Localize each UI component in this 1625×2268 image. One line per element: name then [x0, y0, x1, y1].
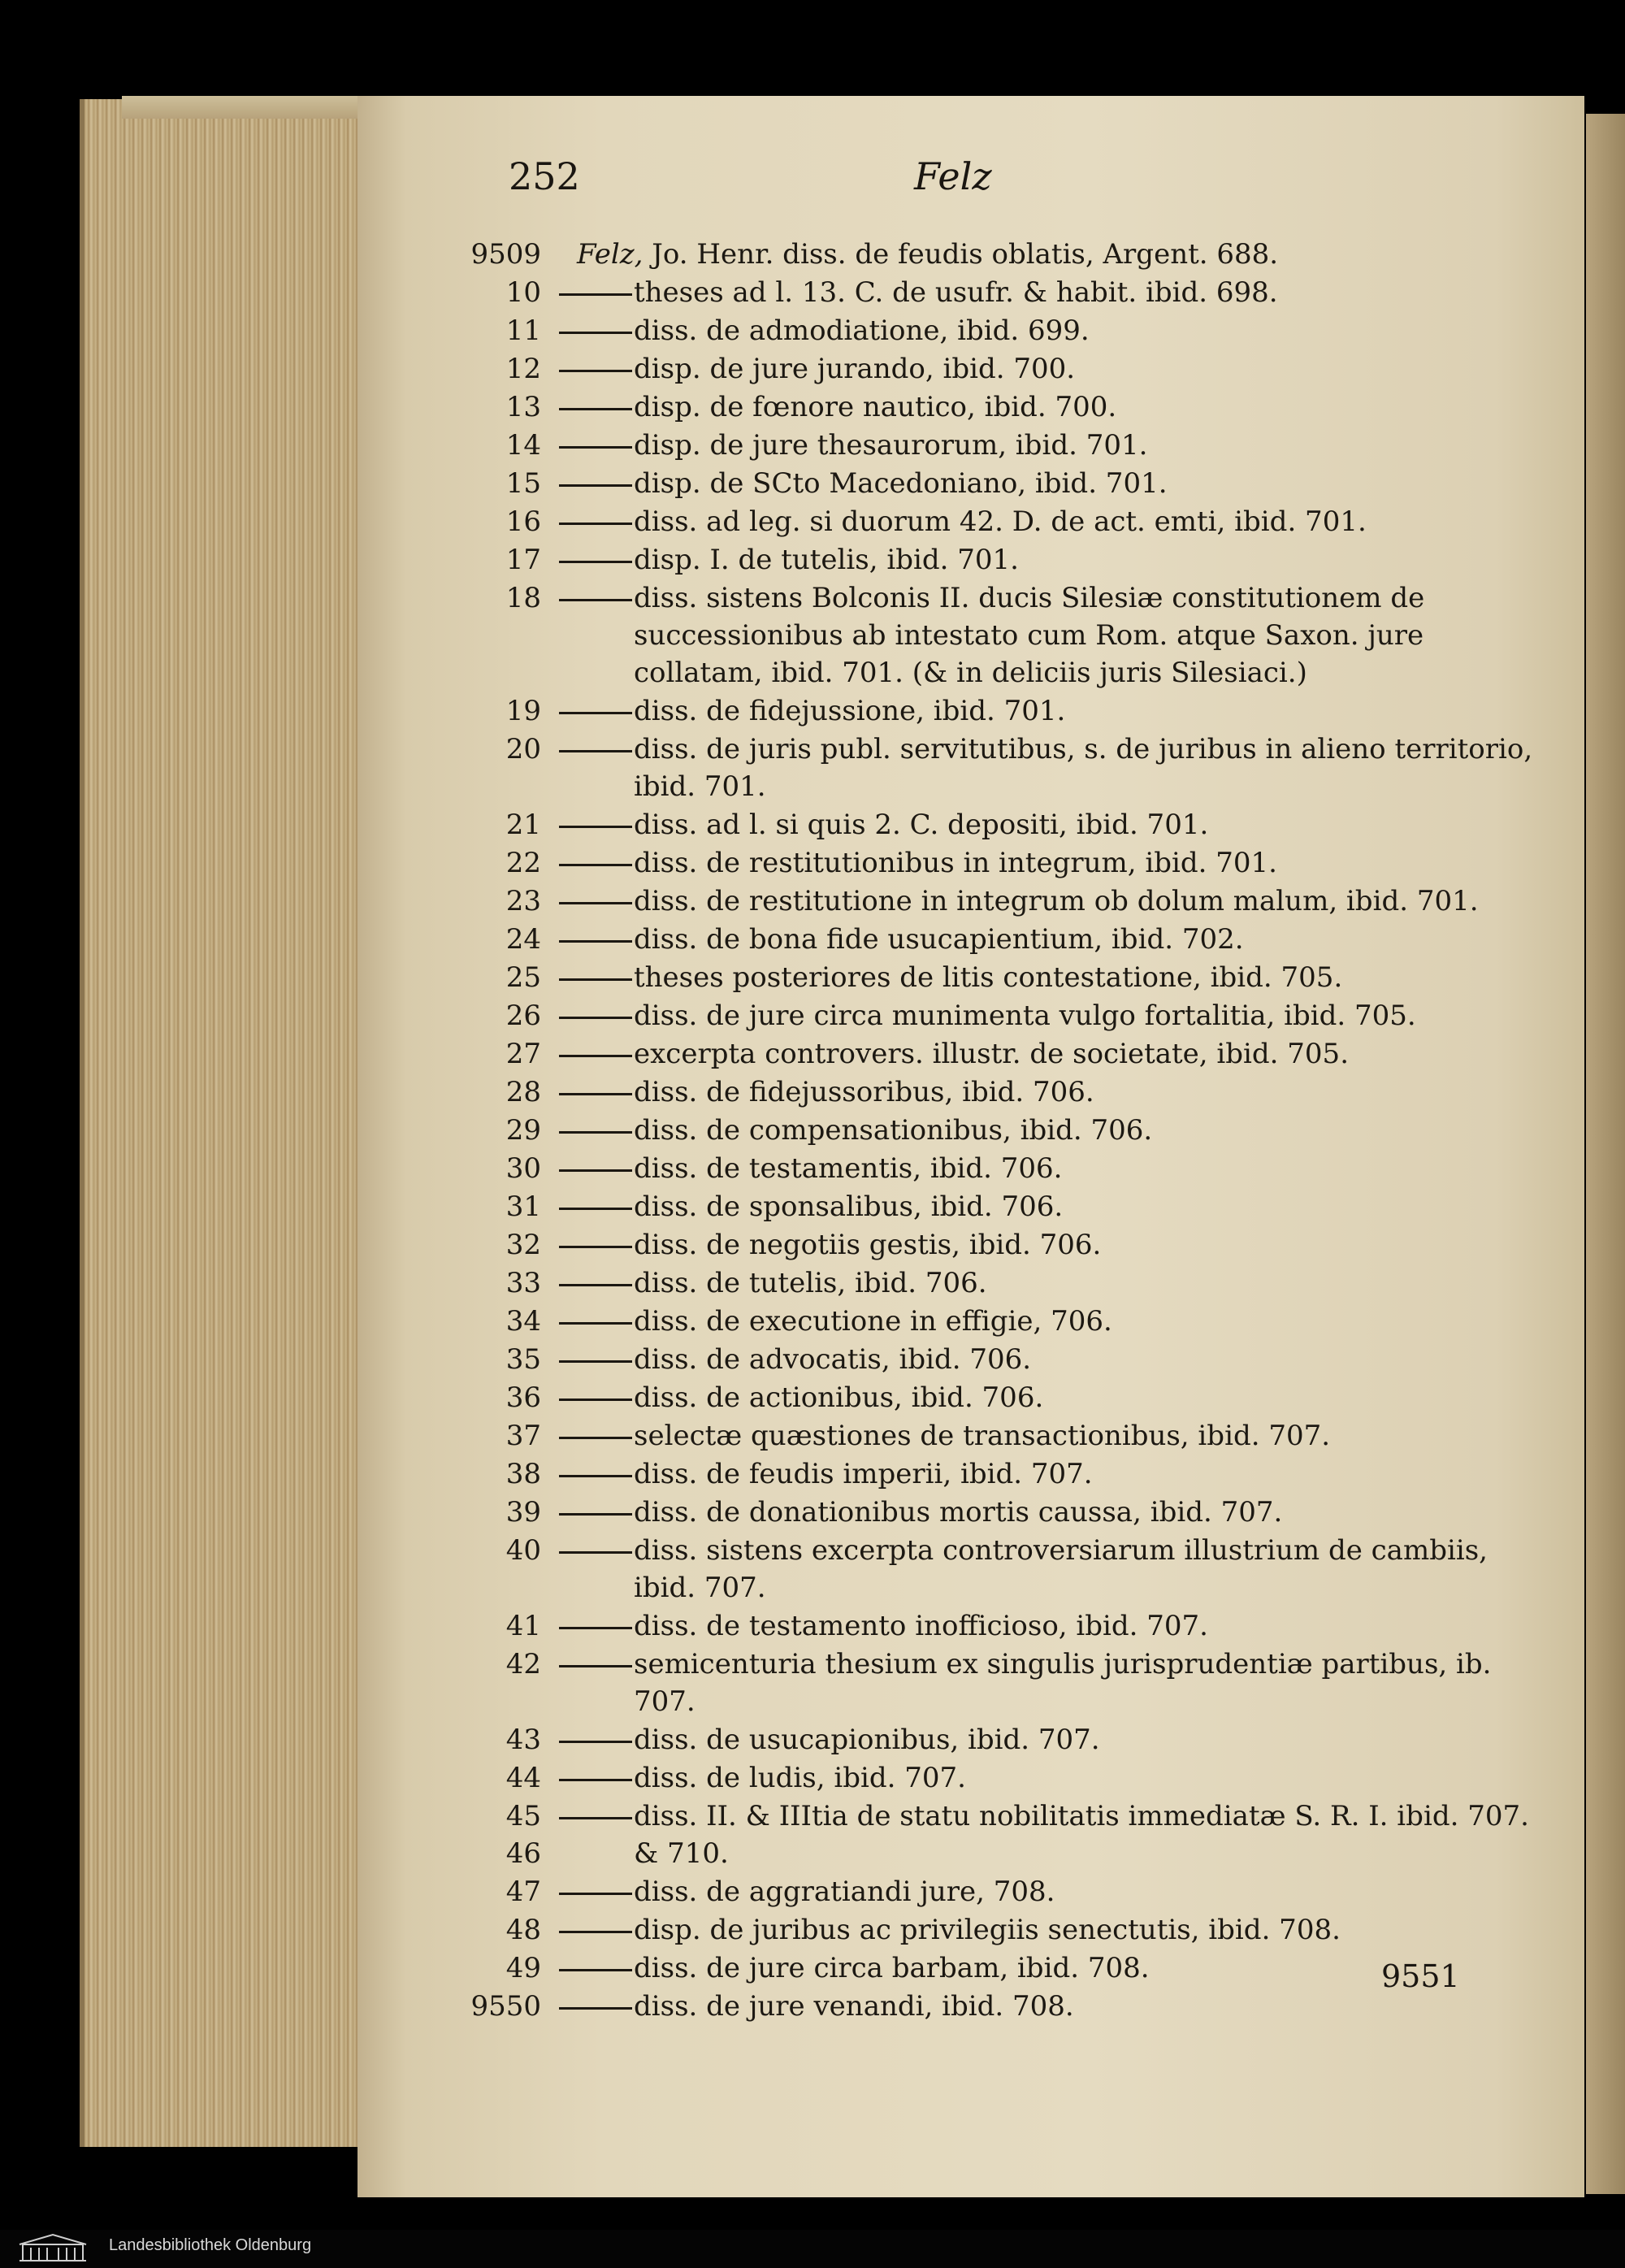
catalog-entry	[463, 1494, 1544, 1531]
page-number: 252	[509, 154, 580, 198]
ditto-dash	[559, 1817, 632, 1819]
entry-text: diss. de negotiis gestis, ibid. 706.	[634, 1229, 1102, 1261]
ditto-dash	[559, 1169, 632, 1172]
catalog-entry	[463, 1873, 1544, 1910]
ditto-dash	[559, 1131, 632, 1134]
ditto-dash	[559, 1208, 632, 1210]
entry-text: diss. de testamento inofficioso, ibid. 707.	[634, 1610, 1208, 1642]
entry-number: 34	[505, 1305, 541, 1338]
running-head: Felz	[914, 154, 992, 198]
entry-number: 33	[505, 1267, 541, 1299]
ditto-dash	[559, 750, 632, 752]
ditto-dash	[559, 1360, 632, 1363]
entry-text: diss. de juris publ. servitutibus, s. de juribus in alieno territorio, ibid. 701.	[634, 733, 1541, 803]
ditto-dash	[559, 1931, 632, 1933]
entry-text: diss. de tutelis, ibid. 706.	[634, 1267, 987, 1299]
entry-number: 25	[505, 961, 541, 994]
entry-number: 22	[505, 847, 541, 879]
catalog-entry	[463, 541, 1544, 579]
entry-text: diss. de jure circa munimenta vulgo fortalitia, ibid. 705.	[634, 1000, 1416, 1032]
entry-number: 11	[505, 314, 541, 347]
entry-text: diss. sistens excerpta controversiarum illustrium de cambiis, ibid. 707.	[634, 1534, 1497, 1604]
footer-label: Landesbibliothek Oldenburg	[109, 2236, 312, 2254]
catalog-entry	[463, 503, 1544, 540]
entry-number: 36	[505, 1381, 541, 1414]
entry-number: 24	[505, 923, 541, 956]
entry-number: 38	[505, 1458, 541, 1490]
entry-text: selectæ quæstiones de transactionibus, ibid. 707.	[634, 1420, 1331, 1452]
catalog-entry	[463, 1188, 1544, 1225]
ditto-dash	[559, 1055, 632, 1057]
entry-number: 9550	[470, 1990, 541, 2023]
ditto-dash	[559, 1779, 632, 1781]
ditto-dash	[559, 446, 632, 449]
catalog-entry	[463, 1035, 1544, 1073]
ditto-dash	[559, 484, 632, 487]
ditto-dash	[559, 561, 632, 563]
entry-text: diss. de fidejussione, ibid. 701.	[634, 695, 1066, 727]
catalog-entry	[463, 1911, 1544, 1949]
entry-number: 21	[505, 809, 541, 841]
entry-text: diss. de donationibus mortis caussa, ibid. 707.	[634, 1496, 1283, 1529]
entry-number: 49	[505, 1952, 541, 1984]
ditto-dash	[559, 599, 632, 601]
entry-number: 45 46	[505, 1800, 541, 1870]
catalog-entry	[463, 1379, 1544, 1416]
ditto-dash	[559, 1551, 632, 1554]
ditto-dash	[559, 712, 632, 714]
entry-number: 31	[505, 1190, 541, 1223]
ditto-dash	[559, 978, 632, 981]
library-building-icon	[16, 2231, 89, 2264]
catalog-entry	[463, 882, 1544, 920]
catalog-entry	[463, 274, 1544, 311]
entry-number: 40	[505, 1534, 541, 1567]
ditto-dash	[559, 1399, 632, 1401]
entry-number: 18	[505, 582, 541, 614]
entry-text: diss. de sponsalibus, ibid. 706.	[634, 1190, 1064, 1223]
entry-text: diss. de jure venandi, ibid. 708.	[634, 1990, 1074, 2023]
catalog-entry	[463, 1264, 1544, 1302]
entry-text: theses posteriores de litis contestatione, ibid. 705.	[634, 961, 1343, 994]
catalog-entry	[463, 312, 1544, 349]
ditto-dash	[559, 1284, 632, 1286]
entry-number: 26	[505, 1000, 541, 1032]
entry-text: diss. de jure circa barbam, ibid. 708.	[634, 1952, 1150, 1984]
catalog-entries	[463, 236, 1544, 2026]
entry-number: 17	[505, 544, 541, 576]
ditto-dash	[559, 370, 632, 372]
entry-number: 29	[505, 1114, 541, 1147]
catalog-entry	[463, 1303, 1544, 1340]
entry-number: 15	[505, 467, 541, 500]
ditto-dash	[559, 1665, 632, 1667]
entry-number: 16	[505, 505, 541, 538]
entry-author: Felz,	[577, 238, 644, 271]
entry-text: disp. de jure thesaurorum, ibid. 701.	[634, 429, 1148, 462]
entry-text: diss. de usucapionibus, ibid. 707.	[634, 1724, 1100, 1756]
entry-text: diss. sistens Bolconis II. ducis Silesiæ constitutionem de successionibus ab intestato cum Rom. atque Saxon. jure collatam, ibid. 701. (& in deliciis juris Silesiaci.)	[634, 582, 1434, 689]
ditto-dash	[559, 1093, 632, 1095]
ditto-dash	[559, 1017, 632, 1019]
entry-text: diss. de advocatis, ibid. 706.	[634, 1343, 1032, 1376]
catalog-entry	[463, 1417, 1544, 1455]
ditto-dash	[559, 1627, 632, 1629]
catalog-entry	[463, 236, 1544, 273]
catalog-entry	[463, 692, 1544, 730]
facing-page-edge	[1586, 114, 1625, 2194]
catalog-entry	[463, 350, 1544, 388]
entry-number: 19	[505, 695, 541, 727]
catalog-entry	[463, 1607, 1544, 1645]
catalog-entry	[463, 427, 1544, 464]
catalog-entry	[463, 1797, 1544, 1872]
ditto-dash	[559, 523, 632, 525]
catalog-entry	[463, 921, 1544, 958]
entry-text: diss. de restitutione in integrum ob dolum malum, ibid. 701.	[634, 885, 1479, 917]
ditto-dash	[559, 1322, 632, 1325]
entry-text: diss. de feudis imperii, ibid. 707.	[634, 1458, 1093, 1490]
entry-text: disp. de SCto Macedoniano, ibid. 701.	[634, 467, 1168, 500]
catalog-entry	[463, 465, 1544, 502]
entry-text: disp. de juribus ac privilegiis senectutis, ibid. 708.	[634, 1914, 1341, 1946]
ditto-dash	[559, 2007, 632, 2010]
ditto-dash	[559, 902, 632, 904]
entry-number: 13	[505, 391, 541, 423]
entry-text: diss. de fidejussoribus, ibid. 706.	[634, 1076, 1094, 1108]
entry-text: diss. ad l. si quis 2. C. depositi, ibid. 701.	[634, 809, 1209, 841]
ditto-dash	[559, 1969, 632, 1971]
catalog-entry	[463, 731, 1544, 805]
entry-text: diss. de testamentis, ibid. 706.	[634, 1152, 1063, 1185]
entry-text: diss. de admodiatione, ibid. 699.	[634, 314, 1090, 347]
entry-number: 10	[505, 276, 541, 309]
entry-number: 20	[505, 733, 541, 765]
ditto-dash	[559, 332, 632, 334]
page-header	[463, 154, 1544, 211]
entry-text: disp. I. de tutelis, ibid. 701.	[634, 544, 1019, 576]
catalog-entry	[463, 388, 1544, 426]
catalog-entry	[463, 1721, 1544, 1758]
entry-text: diss. II. & IIItia de statu nobilitatis immediatæ S. R. I. ibid. 707. & 710.	[634, 1800, 1538, 1870]
entry-number: 30	[505, 1152, 541, 1185]
catalog-entry	[463, 1226, 1544, 1264]
ditto-dash	[559, 1437, 632, 1439]
entry-text: disp. de jure jurando, ibid. 700.	[634, 353, 1076, 385]
ditto-dash	[559, 408, 632, 410]
entry-text: diss. de executione in effigie, 706.	[634, 1305, 1112, 1338]
entry-number: 14	[505, 429, 541, 462]
catalog-entry	[463, 1341, 1544, 1378]
catchword: 9551	[1381, 1958, 1460, 1994]
entry-number: 42	[505, 1648, 541, 1680]
catalog-entry	[463, 1073, 1544, 1111]
entry-number: 47	[505, 1876, 541, 1908]
catalog-entry	[463, 997, 1544, 1034]
catalog-entry	[463, 806, 1544, 843]
catalog-entry	[463, 579, 1544, 692]
entry-text: diss. de compensationibus, ibid. 706.	[634, 1114, 1153, 1147]
entry-text: diss. de bona fide usucapientium, ibid. 702.	[634, 923, 1244, 956]
entry-description: Jo. Henr. diss. de feudis oblatis, Argent. 688.	[643, 238, 1279, 271]
entry-text: disp. de fœnore nautico, ibid. 700.	[634, 391, 1117, 423]
ditto-dash	[559, 864, 632, 866]
entry-text: theses ad l. 13. C. de usufr. & habit. ibid. 698.	[634, 276, 1278, 309]
entry-number: 48	[505, 1914, 541, 1946]
catalog-entry	[463, 1455, 1544, 1493]
entry-number: 12	[505, 353, 541, 385]
entry-number: 35	[505, 1343, 541, 1376]
ditto-dash	[559, 1513, 632, 1516]
catalog-entry	[463, 1759, 1544, 1797]
entry-number: 9509	[470, 238, 541, 271]
entry-number: 43	[505, 1724, 541, 1756]
entry-text: diss. de actionibus, ibid. 706.	[634, 1381, 1044, 1414]
catalog-entry	[463, 1150, 1544, 1187]
ditto-dash	[559, 1475, 632, 1477]
catalog-entry	[463, 844, 1544, 882]
entry-text: semicenturia thesium ex singulis jurisprudentiæ partibus, ib. 707.	[634, 1648, 1501, 1718]
book-page-edges	[80, 99, 385, 2147]
entry-text: excerpta controvers. illustr. de societate, ibid. 705.	[634, 1038, 1349, 1070]
ditto-dash	[559, 1893, 632, 1895]
entry-number: 39	[505, 1496, 541, 1529]
catalog-entry	[463, 1532, 1544, 1607]
catalog-entry	[463, 1112, 1544, 1149]
entry-number: 44	[505, 1762, 541, 1794]
entry-text: diss. de restitutionibus in integrum, ibid. 701.	[634, 847, 1277, 879]
book-top-edge	[122, 96, 382, 119]
entry-text: diss. de ludis, ibid. 707.	[634, 1762, 966, 1794]
entry-number: 37	[505, 1420, 541, 1452]
entry-number: 32	[505, 1229, 541, 1261]
entry-text: diss. de aggratiandi jure, 708.	[634, 1876, 1055, 1908]
catalog-entry	[463, 1646, 1544, 1720]
entry-number: 28	[505, 1076, 541, 1108]
entry-number: 27	[505, 1038, 541, 1070]
ditto-dash	[559, 293, 632, 296]
catalog-entry	[463, 959, 1544, 996]
entry-text: diss. ad leg. si duorum 42. D. de act. emti, ibid. 701.	[634, 505, 1367, 538]
entry-number: 23	[505, 885, 541, 917]
entry-number: 41	[505, 1610, 541, 1642]
ditto-dash	[559, 1246, 632, 1248]
ditto-dash	[559, 940, 632, 943]
ditto-dash	[559, 826, 632, 828]
ditto-dash	[559, 1741, 632, 1743]
entry-text	[577, 236, 1544, 273]
